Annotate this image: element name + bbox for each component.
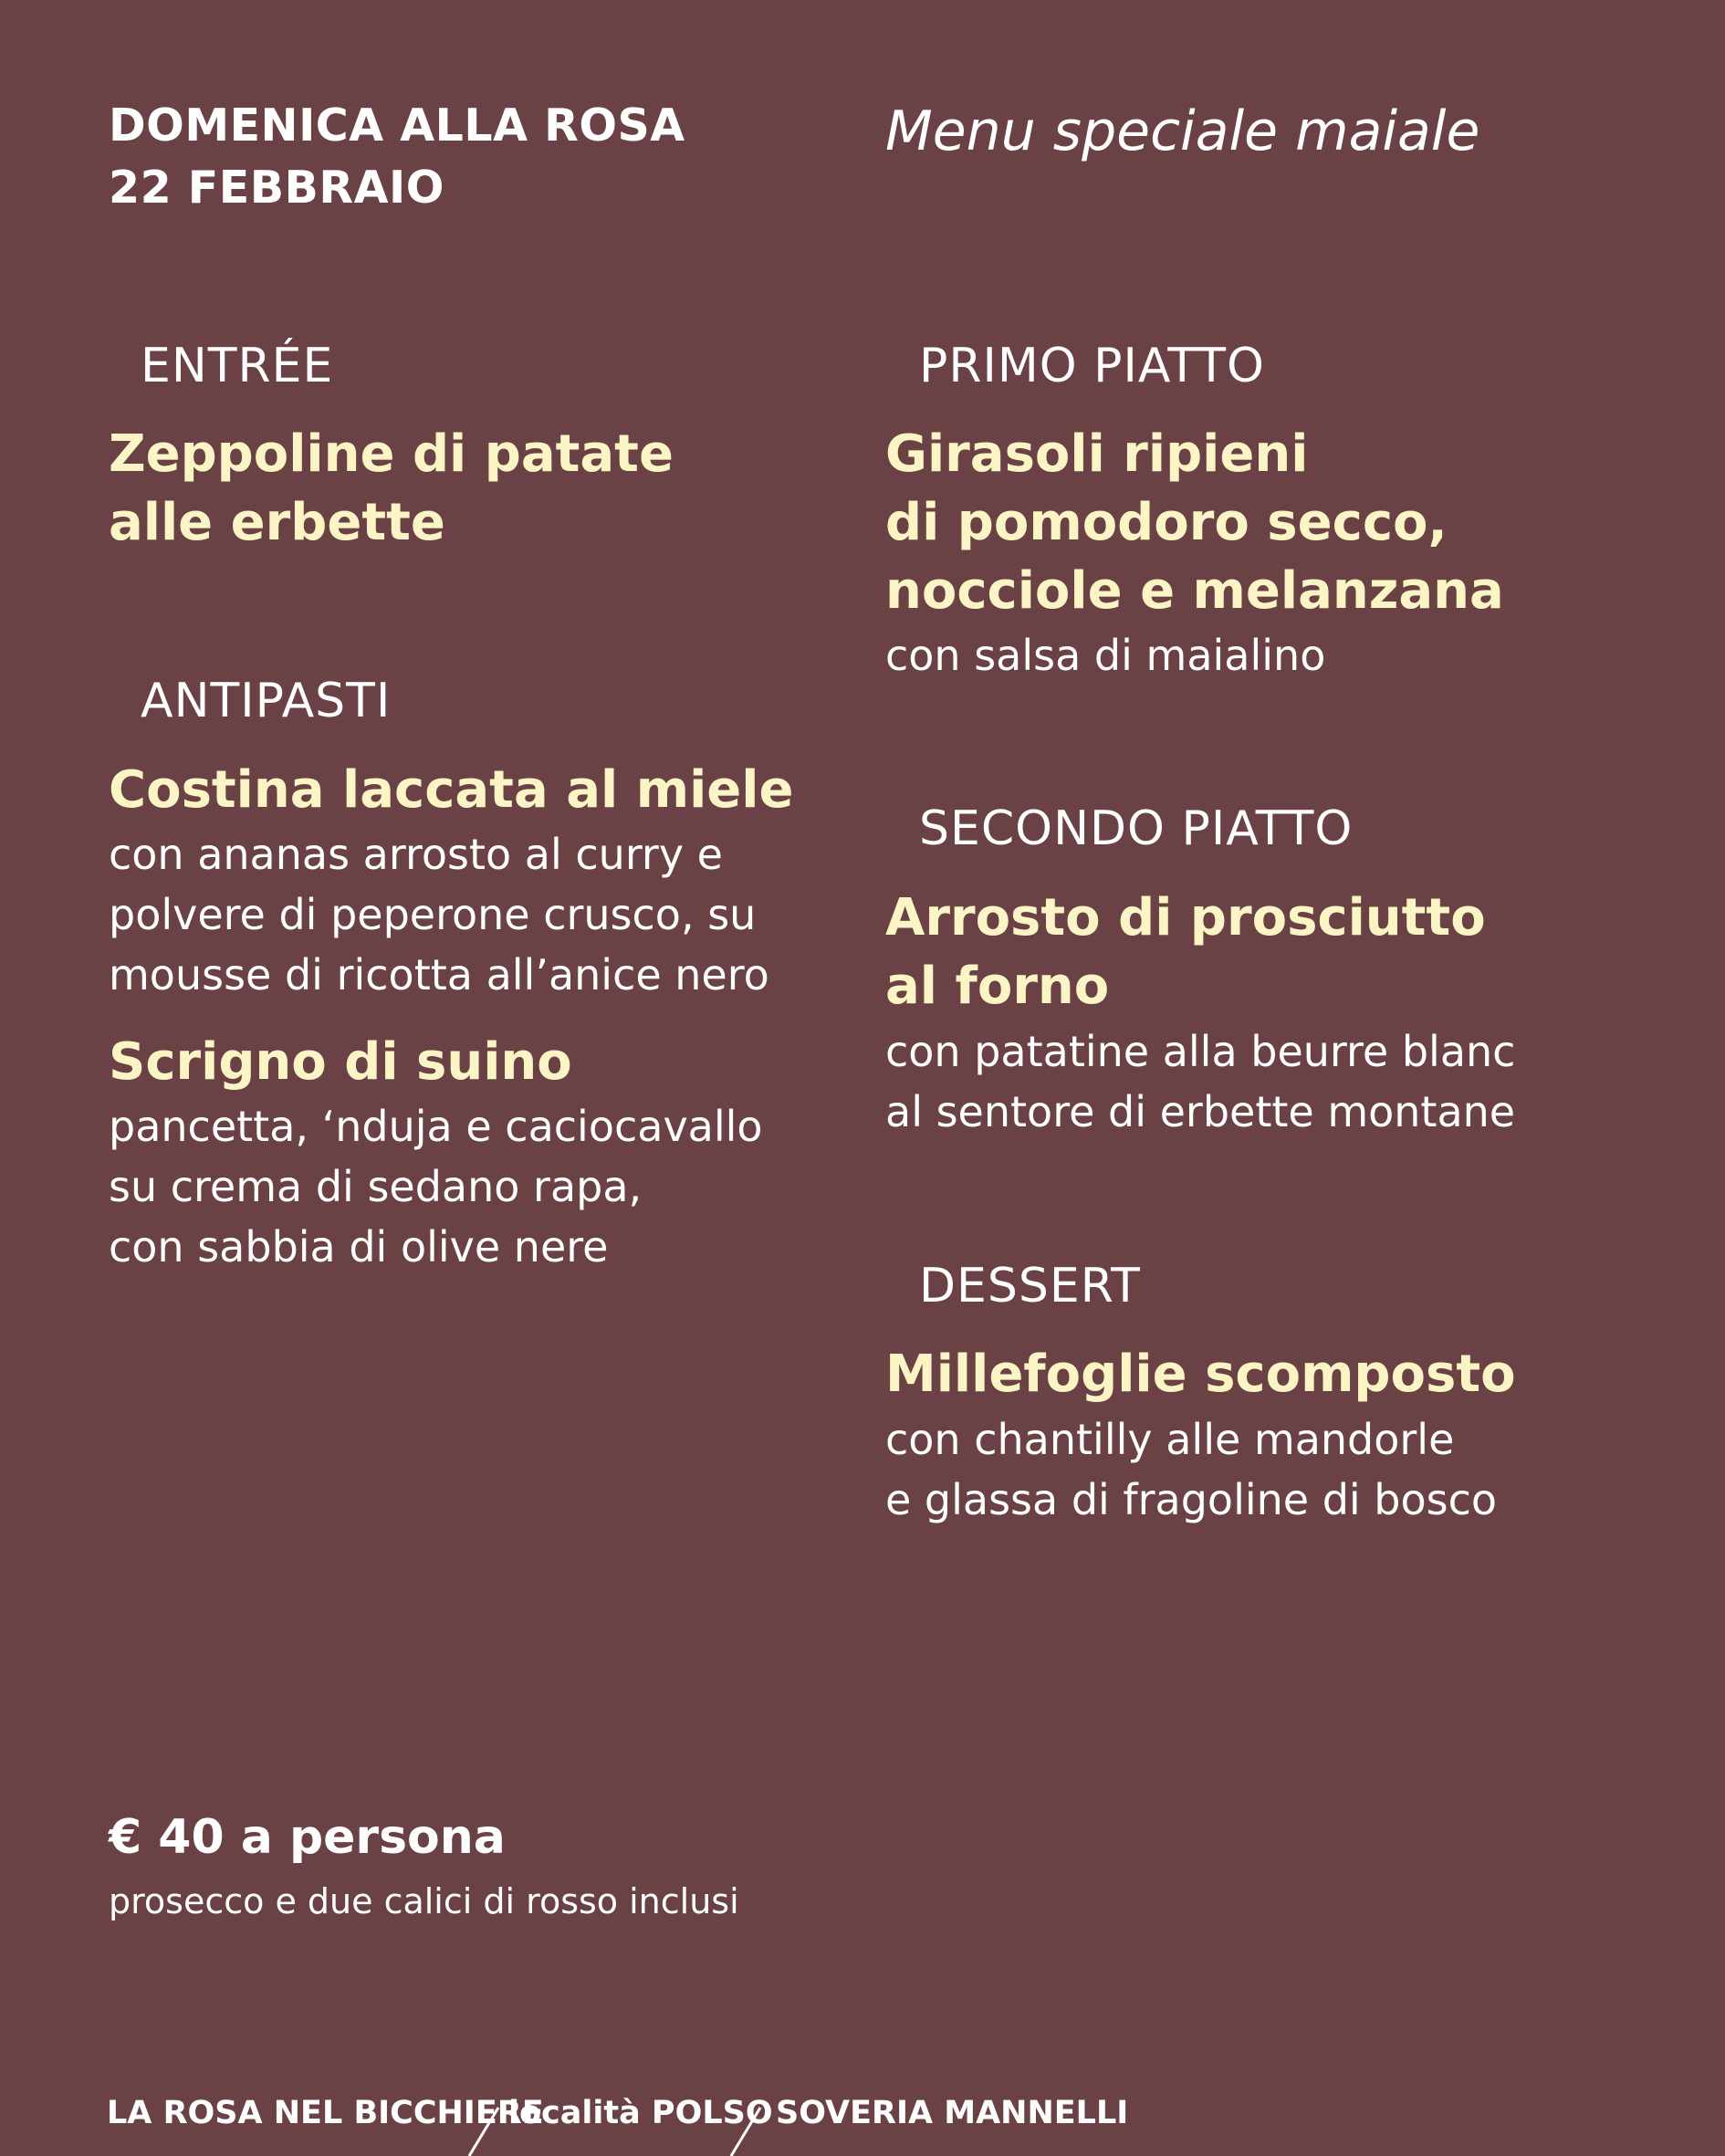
description-line: e glassa di fragoline di bosco (885, 1475, 1498, 1524)
description-line: con chantilly alle mandorle (885, 1415, 1455, 1464)
dish-title-line: al forno (885, 957, 1110, 1016)
dish-description-arrosto (885, 1021, 1515, 1142)
slash-divider-icon (465, 2106, 502, 2156)
event-date: 22 FEBBRAIO (109, 162, 444, 214)
description-line: con patatine alla beurre blanc (885, 1027, 1516, 1076)
event-title (109, 95, 685, 219)
description-line: mousse di ricotta all’anice nero (109, 950, 769, 1000)
dish-description-girasoli (885, 625, 1325, 686)
footer-venue: LA ROSA NEL BICCHIERE (107, 2095, 544, 2131)
section-heading-secondo: SECONDO PIATTO (919, 801, 1354, 856)
dish-description-millefoglie (885, 1409, 1497, 1530)
section-heading-dessert: DESSERT (919, 1259, 1141, 1313)
description-line: con salsa di maialino (885, 631, 1326, 680)
description-line: polvere di peperone crusco, su (109, 890, 757, 939)
footer-location: località POLSO (508, 2095, 773, 2131)
slash-divider-icon (727, 2106, 764, 2156)
dish-title-arrosto (885, 884, 1486, 1020)
dish-description-costina (109, 824, 769, 1005)
event-title-line1: DOMENICA ALLA ROSA (109, 99, 685, 152)
dish-title-entree (109, 420, 674, 557)
dish-title-line: Millefoglie scomposto (885, 1345, 1516, 1404)
dish-title-girasoli (885, 420, 1504, 625)
dish-title-line: Girasoli ripieni (885, 424, 1309, 484)
description-line: con ananas arrosto al curry e (109, 830, 723, 879)
description-line: al sentore di erbette montane (885, 1087, 1516, 1136)
dish-title-line: Arrosto di prosciutto (885, 888, 1486, 947)
dish-title-line: nocciole e melanzana (885, 561, 1504, 621)
description-line: su crema di sedano rapa, (109, 1162, 643, 1211)
section-heading-antipasti: ANTIPASTI (141, 674, 392, 728)
price: € 40 a persona (109, 1810, 506, 1865)
menu-subtitle: Menu speciale maiale (885, 99, 1480, 163)
dish-title-millefoglie (885, 1340, 1516, 1408)
price-note: prosecco e due calici di rosso inclusi (109, 1881, 739, 1921)
section-heading-entree: ENTRÉE (141, 339, 334, 393)
description-line: con sabbia di olive nere (109, 1222, 609, 1272)
section-heading-primo: PRIMO PIATTO (919, 339, 1265, 393)
footer-town: SOVERIA MANNELLI (776, 2095, 1129, 2131)
dish-title-line: Zeppoline di patate (109, 424, 674, 484)
dish-title-line: alle erbette (109, 493, 445, 552)
dish-title-scrigno: Scrigno di suino (109, 1032, 572, 1092)
footer (107, 2086, 1202, 2156)
dish-description-scrigno (109, 1096, 763, 1277)
dish-title-line: di pomodoro secco, (885, 493, 1448, 552)
description-line: pancetta, ‘nduja e caciocavallo (109, 1102, 763, 1151)
dish-title-costina: Costina laccata al miele (109, 760, 794, 820)
